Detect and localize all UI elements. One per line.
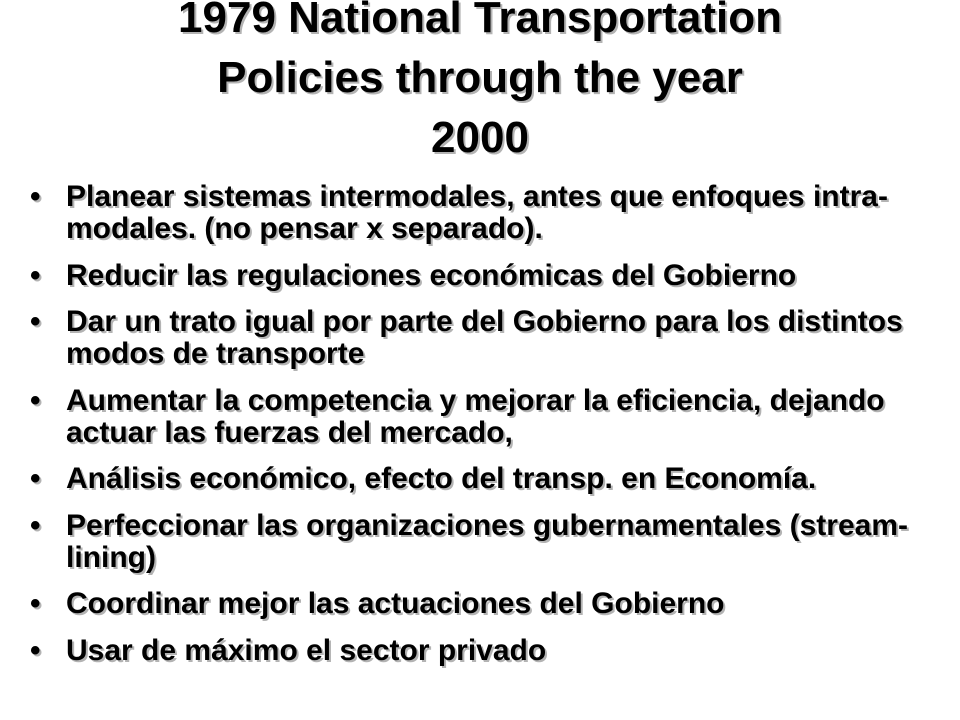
bullet-item bbox=[0, 306, 960, 370]
bullet-item bbox=[0, 463, 960, 495]
bullet-dot-icon: • bbox=[30, 508, 41, 542]
bullet-text: Reducir las regulaciones económicas del Gobierno bbox=[66, 258, 797, 292]
bullet-dot-icon: • bbox=[30, 305, 41, 338]
bullet-dot-icon: • bbox=[30, 258, 41, 292]
bullet-dot-icon: • bbox=[30, 633, 41, 667]
bullet-dot-icon: • bbox=[30, 462, 41, 495]
title-line-3: 2000 bbox=[431, 113, 529, 162]
bullet-dot-icon: • bbox=[30, 383, 41, 417]
bullet-dot-icon: • bbox=[30, 180, 41, 213]
bullet-item bbox=[0, 510, 960, 574]
bullet-text: Análisis económico, efecto del transp. en Economía. bbox=[66, 462, 817, 495]
bullet-text: Dar un trato igual por parte del Gobierno para los distintos modos de transporte bbox=[66, 305, 903, 370]
bullet-item bbox=[0, 635, 960, 667]
bullet-item bbox=[0, 385, 960, 449]
bullet-text: Coordinar mejor las actuaciones del Gobierno bbox=[66, 587, 725, 620]
bullet-item bbox=[0, 260, 960, 292]
bullet-item bbox=[0, 181, 960, 245]
bullet-dot-icon: • bbox=[30, 587, 41, 620]
bullet-list bbox=[0, 181, 960, 681]
slide-title bbox=[0, 0, 960, 168]
title-line-1: 1979 National Transportation bbox=[178, 0, 782, 42]
title-line-2: Policies through the year bbox=[217, 53, 743, 102]
bullet-text: Planear sistemas intermodales, antes que enfoques intra-modales. (no pensar x separado). bbox=[66, 180, 888, 245]
bullet-text: Usar de máximo el sector privado bbox=[66, 633, 547, 667]
bullet-item bbox=[0, 588, 960, 620]
bullet-text: Perfeccionar las organizaciones gubernamentales (stream-lining) bbox=[66, 508, 908, 574]
bullet-text: Aumentar la competencia y mejorar la eficiencia, dejando actuar las fuerzas del mercado, bbox=[66, 383, 885, 449]
